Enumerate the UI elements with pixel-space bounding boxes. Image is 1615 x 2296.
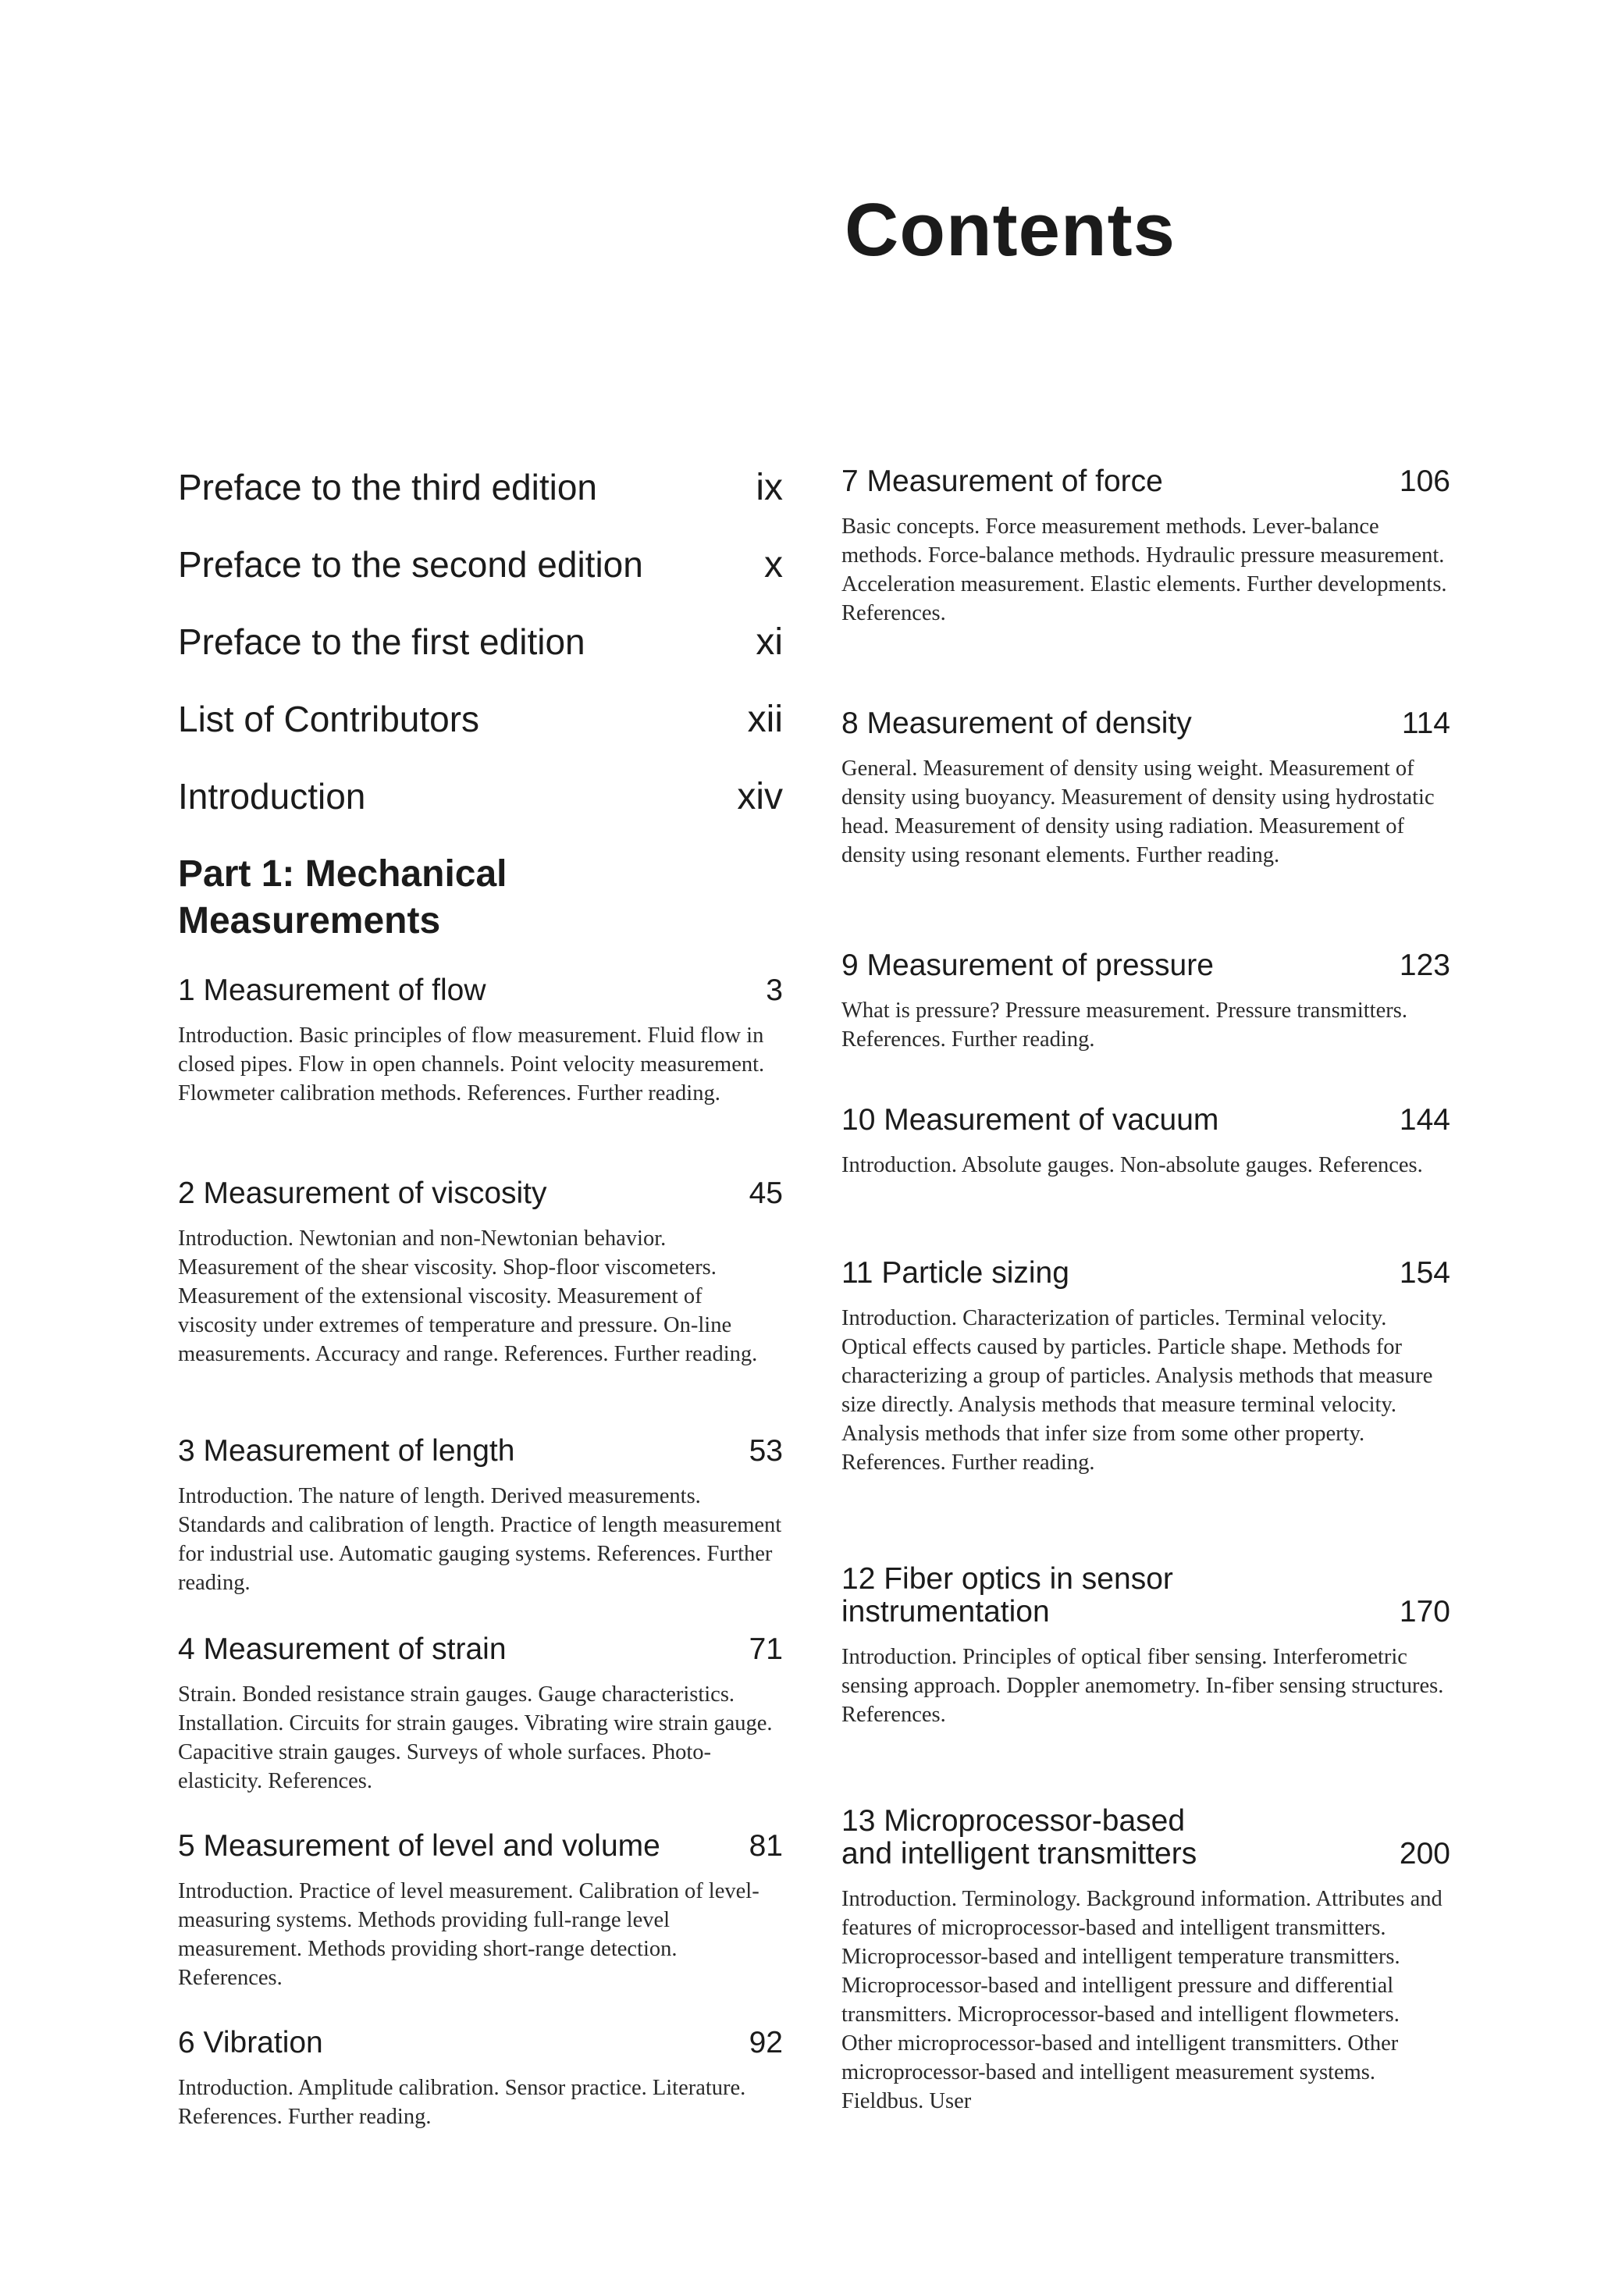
toc-entry[interactable] — [178, 1633, 783, 1796]
chapter-title: 9 Measurement of pressure — [841, 949, 1214, 982]
page-title: Contents — [845, 188, 1176, 272]
toc-entry[interactable] — [178, 974, 783, 1108]
toc-entry[interactable] — [841, 1257, 1450, 1477]
toc-entry[interactable] — [178, 1435, 783, 1597]
chapter-title: 3 Measurement of length — [178, 1434, 515, 1468]
toc-entry[interactable] — [178, 2027, 783, 2131]
toc-entry[interactable] — [178, 1177, 783, 1369]
chapter-title: 2 Measurement of viscosity — [178, 1176, 547, 1210]
front-matter-page: xi — [756, 621, 783, 663]
front-matter-page: xiv — [737, 776, 783, 817]
chapter-title: 12 Fiber optics in sensor instrumentation — [841, 1562, 1173, 1629]
front-matter-page: ix — [756, 467, 783, 508]
chapter-page: 92 — [749, 2026, 783, 2059]
chapter-title: 13 Microprocessor-based and intelligent transmitters — [841, 1804, 1197, 1871]
chapter-description: General. Measurement of density using weight. Measurement of density using buoyancy. Measurement of density using hydrostatic head. Measurement of density using radiation. Measurement of density using resonant elements. Further reading. — [841, 756, 1435, 867]
chapter-title: 6 Vibration — [178, 2026, 323, 2059]
chapter-title: 7 Measurement of force — [841, 465, 1163, 498]
chapter-description: Introduction. Basic principles of flow measurement. Fluid flow in closed pipes. Flow in open channels. Point velocity measurement. Flowmeter calibration methods. References. Further reading. — [178, 1023, 765, 1105]
part-title: Part 1: Mechanical Measurements — [178, 853, 507, 942]
chapter-description: What is pressure? Pressure measurement. Pressure transmitters. References. Further reading. — [841, 998, 1407, 1052]
front-matter-item[interactable] — [178, 465, 783, 510]
toc-entry[interactable] — [841, 1563, 1450, 1729]
chapter-title: 8 Measurement of density — [841, 707, 1192, 740]
chapter-description: Introduction. The nature of length. Derived measurements. Standards and calibration of length. Practice of length measurement for industrial use. Automatic gauging systems. References. Further reading. — [178, 1484, 782, 1595]
chapter-page: 3 — [766, 974, 783, 1007]
chapter-title: 1 Measurement of flow — [178, 974, 486, 1007]
chapter-description: Introduction. Characterization of particles. Terminal velocity. Optical effects caused by particles. Particle shape. Methods for characterizing a group of particles. Analysis methods that measure size directly. Analysis methods that measure terminal velocity. Analysis methods that infer size from some other property. References. Further reading. — [841, 1306, 1433, 1475]
chapter-description: Strain. Bonded resistance strain gauges. Gauge characteristics. Installation. Circuits for strain gauges. Vibrating wire strain gauge. Capacitive strain gauges. Surveys of whole surfaces. Photo-elasticity. References. — [178, 1682, 773, 1793]
chapter-page: 154 — [1399, 1256, 1450, 1290]
chapter-description: Introduction. Terminology. Background information. Attributes and features of microprocessor-based and intelligent transmitters. Microprocessor-based and intelligent temperature transmitters. Microprocessor-based and intelligent pressure and differential transmitters. Microprocessor-based and intelligent flowmeters. Other microprocessor-based and intelligent transmitters. Other microprocessor-based and intelligent measurement systems. Fieldbus. User — [841, 1887, 1442, 2113]
toc-entry[interactable] — [841, 465, 1450, 628]
chapter-page: 114 — [1401, 707, 1450, 740]
toc-entry[interactable] — [841, 949, 1450, 1054]
chapter-description: Introduction. Absolute gauges. Non-absolute gauges. References. — [841, 1153, 1423, 1177]
chapter-page: 53 — [749, 1434, 783, 1468]
chapter-page: 71 — [749, 1632, 783, 1666]
front-matter-title: Introduction — [178, 776, 366, 817]
chapter-description: Introduction. Practice of level measurement. Calibration of level-measuring systems. Methods providing full-range level measurement. Methods providing short-range detection. References. — [178, 1879, 759, 1990]
chapter-title: 11 Particle sizing — [841, 1256, 1069, 1290]
chapter-description: Introduction. Principles of optical fiber sensing. Interferometric sensing approach. Doppler anemometry. In-fiber sensing structures. References. — [841, 1645, 1444, 1727]
chapter-description: Basic concepts. Force measurement methods. Lever-balance methods. Force-balance methods. Hydraulic pressure measurement. Acceleration measurement. Elastic elements. Further developments. References. — [841, 514, 1447, 625]
chapter-description: Introduction. Amplitude calibration. Sensor practice. Literature. References. Further reading. — [178, 2076, 746, 2129]
toc-entry[interactable] — [178, 1830, 783, 1992]
chapter-page: 170 — [1399, 1595, 1450, 1629]
front-matter-page: xii — [747, 699, 783, 740]
chapter-page: 144 — [1399, 1103, 1450, 1137]
front-matter-title: Preface to the third edition — [178, 467, 597, 507]
chapter-page: 81 — [749, 1829, 783, 1863]
front-matter-page: x — [764, 544, 783, 586]
front-matter-item[interactable] — [178, 543, 783, 587]
front-matter-title: List of Contributors — [178, 699, 480, 739]
chapter-page: 106 — [1399, 465, 1450, 498]
front-matter-item[interactable] — [178, 774, 783, 819]
toc-entry[interactable] — [841, 707, 1450, 870]
chapter-title: 10 Measurement of vacuum — [841, 1103, 1219, 1137]
toc-entry[interactable] — [841, 1104, 1450, 1180]
chapter-page: 200 — [1399, 1837, 1450, 1871]
front-matter-title: Preface to the second edition — [178, 544, 643, 585]
front-matter-item[interactable] — [178, 697, 783, 742]
front-matter-item[interactable] — [178, 620, 783, 664]
chapter-title: 5 Measurement of level and volume — [178, 1829, 660, 1863]
chapter-title: 4 Measurement of strain — [178, 1632, 507, 1666]
chapter-page: 123 — [1399, 949, 1450, 982]
chapter-description: Introduction. Newtonian and non-Newtonian behavior. Measurement of the shear viscosity. Shop-floor viscometers. Measurement of the extensional viscosity. Measurement of viscosity under extremes of temperature and pressure. On-line measurements. Accuracy and range. References. Further reading. — [178, 1226, 758, 1366]
front-matter-title: Preface to the first edition — [178, 621, 585, 662]
toc-entry[interactable] — [841, 1805, 1450, 2116]
chapter-page: 45 — [749, 1176, 783, 1210]
